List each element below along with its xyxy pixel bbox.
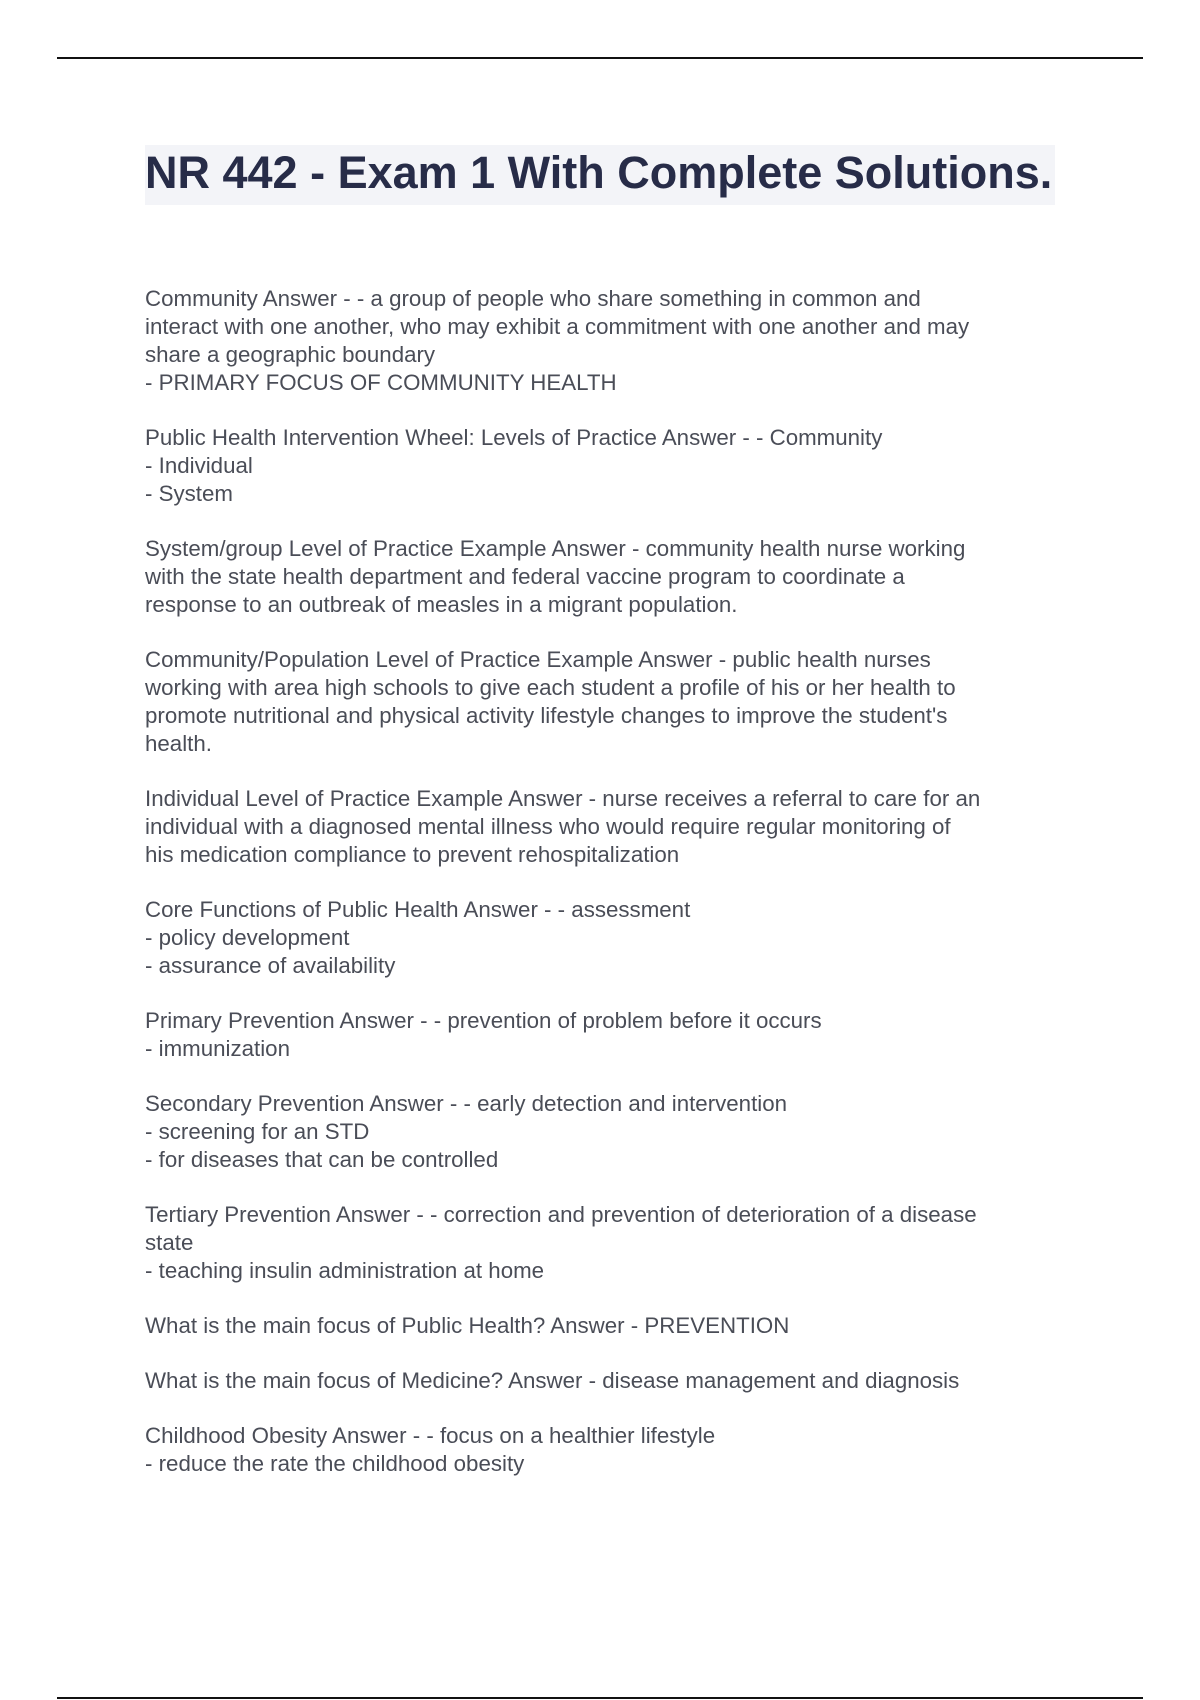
- entry-term-line: Community Answer - - a group of people who share something in common and: [145, 286, 921, 311]
- document-body: [145, 145, 1055, 1505]
- entry-answer-line: - policy development: [145, 925, 350, 950]
- entry-answer-line: - for diseases that can be controlled: [145, 1147, 499, 1172]
- flashcard-entry: [145, 1422, 1055, 1478]
- entry-answer-line: - assurance of availability: [145, 953, 396, 978]
- entry-answer-line: share a geographic boundary: [145, 342, 436, 367]
- entry-answer-line: working with area high schools to give each student a profile of his or her health to: [145, 675, 956, 700]
- flashcard-entry: [145, 285, 1055, 397]
- flashcard-entry: [145, 1007, 1055, 1063]
- flashcard-entry: [145, 535, 1055, 619]
- entry-term-line: Primary Prevention Answer - - prevention of problem before it occurs: [145, 1008, 822, 1033]
- flashcard-entry: [145, 896, 1055, 980]
- flashcard-entry: [145, 1090, 1055, 1174]
- entry-term-line: Public Health Intervention Wheel: Levels of Practice Answer - - Community: [145, 425, 883, 450]
- entry-answer-line: interact with one another, who may exhibit a commitment with one another and may: [145, 314, 970, 339]
- title-block: [145, 145, 1055, 205]
- entry-answer-line: - Individual: [145, 453, 253, 478]
- entry-term-line: System/group Level of Practice Example Answer - community health nurse working: [145, 536, 966, 561]
- flashcard-entry: [145, 1367, 1055, 1395]
- entry-answer-line: with the state health department and federal vaccine program to coordinate a: [145, 564, 905, 589]
- entry-term-line: Core Functions of Public Health Answer - - assessment: [145, 897, 691, 922]
- entry-term-line: What is the main focus of Public Health? Answer - PREVENTION: [145, 1313, 790, 1338]
- flashcard-entry: [145, 646, 1055, 758]
- entry-term-line: Individual Level of Practice Example Answer - nurse receives a referral to care for an: [145, 786, 981, 811]
- flashcard-list: [145, 285, 1055, 1478]
- entry-answer-line: - screening for an STD: [145, 1119, 370, 1144]
- flashcard-entry: [145, 1312, 1055, 1340]
- document-title: NR 442 - Exam 1 With Complete Solutions.: [145, 147, 1053, 198]
- flashcard-entry: [145, 424, 1055, 508]
- entry-answer-line: individual with a diagnosed mental illness who would require regular monitoring of: [145, 814, 951, 839]
- entry-answer-line: his medication compliance to prevent rehospitalization: [145, 842, 680, 867]
- page-bottom-rule: [57, 1697, 1143, 1699]
- entry-term-line: Tertiary Prevention Answer - - correction and prevention of deterioration of a disease: [145, 1202, 977, 1227]
- entry-answer-line: - teaching insulin administration at home: [145, 1258, 545, 1283]
- entry-answer-line: - immunization: [145, 1036, 290, 1061]
- flashcard-entry: [145, 1201, 1055, 1285]
- entry-answer-line: state: [145, 1230, 194, 1255]
- entry-answer-line: - reduce the rate the childhood obesity: [145, 1451, 525, 1476]
- entry-term-line: Secondary Prevention Answer - - early detection and intervention: [145, 1091, 788, 1116]
- flashcard-entry: [145, 785, 1055, 869]
- page-top-rule: [57, 57, 1143, 59]
- entry-term-line: Community/Population Level of Practice Example Answer - public health nurses: [145, 647, 931, 672]
- entry-answer-line: - PRIMARY FOCUS OF COMMUNITY HEALTH: [145, 370, 617, 395]
- entry-answer-line: promote nutritional and physical activity lifestyle changes to improve the student's: [145, 703, 948, 728]
- entry-answer-line: health.: [145, 731, 212, 756]
- entry-answer-line: response to an outbreak of measles in a migrant population.: [145, 592, 738, 617]
- entry-term-line: Childhood Obesity Answer - - focus on a healthier lifestyle: [145, 1423, 716, 1448]
- entry-answer-line: - System: [145, 481, 233, 506]
- entry-term-line: What is the main focus of Medicine? Answer - disease management and diagnosis: [145, 1368, 960, 1393]
